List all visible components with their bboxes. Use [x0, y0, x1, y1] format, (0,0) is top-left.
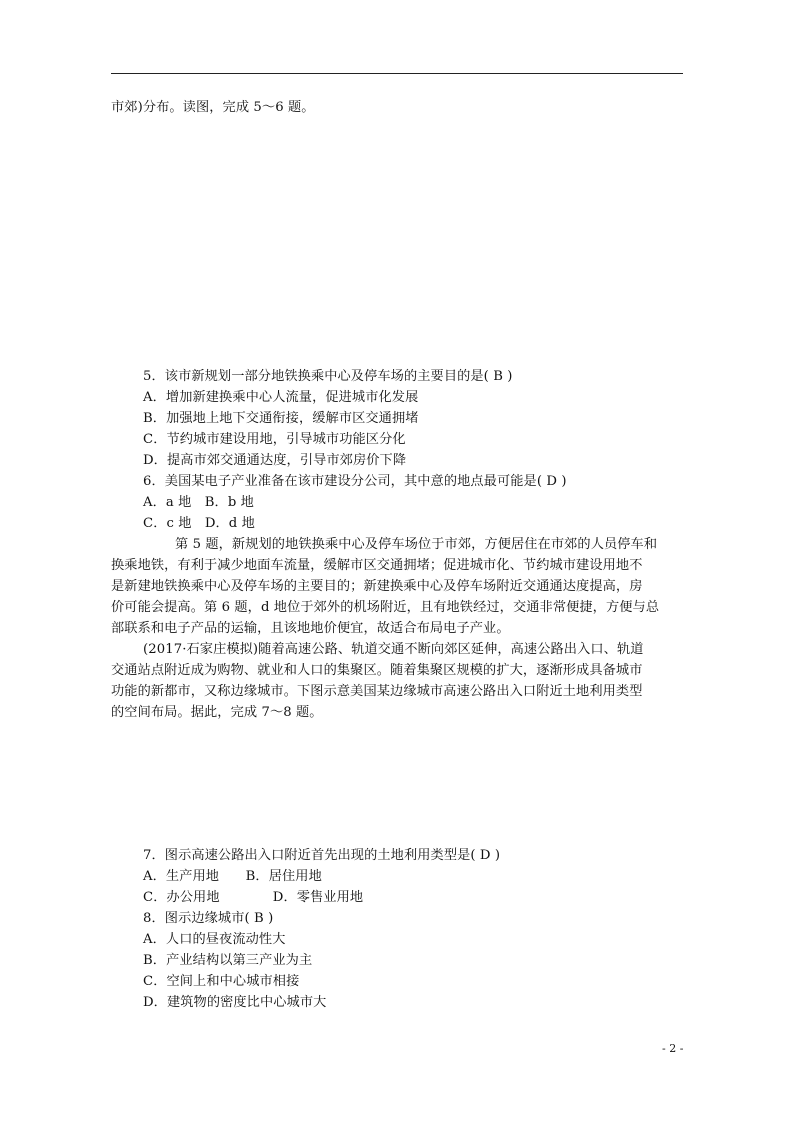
- q6-options-cd: C．c 地 D．d 地: [143, 516, 255, 531]
- intro-tail-text: 市郊)分布。读图，完成 5～6 题。: [111, 100, 315, 115]
- header-rule: [111, 73, 683, 74]
- q7-options-ab: A．生产用地 B．居住用地: [143, 869, 322, 884]
- q6-options-ab: A．a 地 B．b 地: [143, 495, 254, 510]
- q5-option-a: A．增加新建换乘中心人流量，促进城市化发展: [143, 390, 419, 405]
- q6-stem: 6．美国某电子产业准备在该市建设分公司，其中意的地点最可能是( D ): [143, 474, 567, 489]
- passage-line: 功能的新都市，又称边缘城市。下图示意美国某边缘城市高速公路出入口附近土地利用类型: [111, 684, 643, 699]
- q5-option-d: D．提高市郊交通通达度，引导市郊房价下降: [143, 453, 407, 468]
- explanation-line: 第 5 题，新规划的地铁换乘中心及停车场位于市郊，方便居住在市郊的人员停车和: [175, 537, 658, 552]
- q8-option-d: D．建筑物的密度比中心城市大: [143, 995, 327, 1010]
- explanation-line: 是新建地铁换乘中心及停车场的主要目的；新建换乘中心及停车场附近交通通达度提高，房: [111, 579, 643, 594]
- figure-placeholder-q7-8: [111, 728, 683, 843]
- figure-placeholder-q5-6: [111, 125, 683, 360]
- q8-option-c: C．空间上和中心城市相接: [143, 974, 300, 989]
- q5-option-c: C．节约城市建设用地，引导城市功能区分化: [143, 432, 406, 447]
- q7-options-cd: C．办公用地 D．零售业用地: [143, 890, 364, 905]
- q5-option-b: B．加强地上地下交通衔接，缓解市区交通拥堵: [143, 411, 419, 426]
- q8-stem: 8．图示边缘城市( B ): [143, 911, 274, 926]
- q8-option-a: A．人口的昼夜流动性大: [143, 932, 286, 947]
- explanation-line: 换乘地铁，有利于减少地面车流量，缓解市区交通拥堵；促进城市化、节约城市建设用地不: [111, 558, 643, 573]
- q8-option-b: B．产业结构以第三产业为主: [143, 953, 313, 968]
- q7-stem: 7．图示高速公路出入口附近首先出现的土地利用类型是( D ): [143, 848, 501, 863]
- page-number: - 2 -: [662, 1042, 684, 1055]
- passage-line: (2017·石家庄模拟)随着高速公路、轨道交通不断向郊区延伸，高速公路出入口、轨道: [143, 642, 644, 657]
- q5-stem: 5．该市新规划一部分地铁换乘中心及停车场的主要目的是( B ): [143, 369, 513, 384]
- passage-line: 交通站点附近成为购物、就业和人口的集聚区。随着集聚区规模的扩大，逐渐形成具备城市: [111, 663, 643, 678]
- explanation-line: 部联系和电子产品的运输，且该地地价便宜，故适合布局电子产业。: [111, 621, 510, 636]
- explanation-line: 价可能会提高。第 6 题，d 地位于郊外的机场附近，且有地铁经过，交通非常便捷，方便与总: [111, 600, 660, 615]
- passage-line: 的空间布局。据此，完成 7～8 题。: [111, 705, 323, 720]
